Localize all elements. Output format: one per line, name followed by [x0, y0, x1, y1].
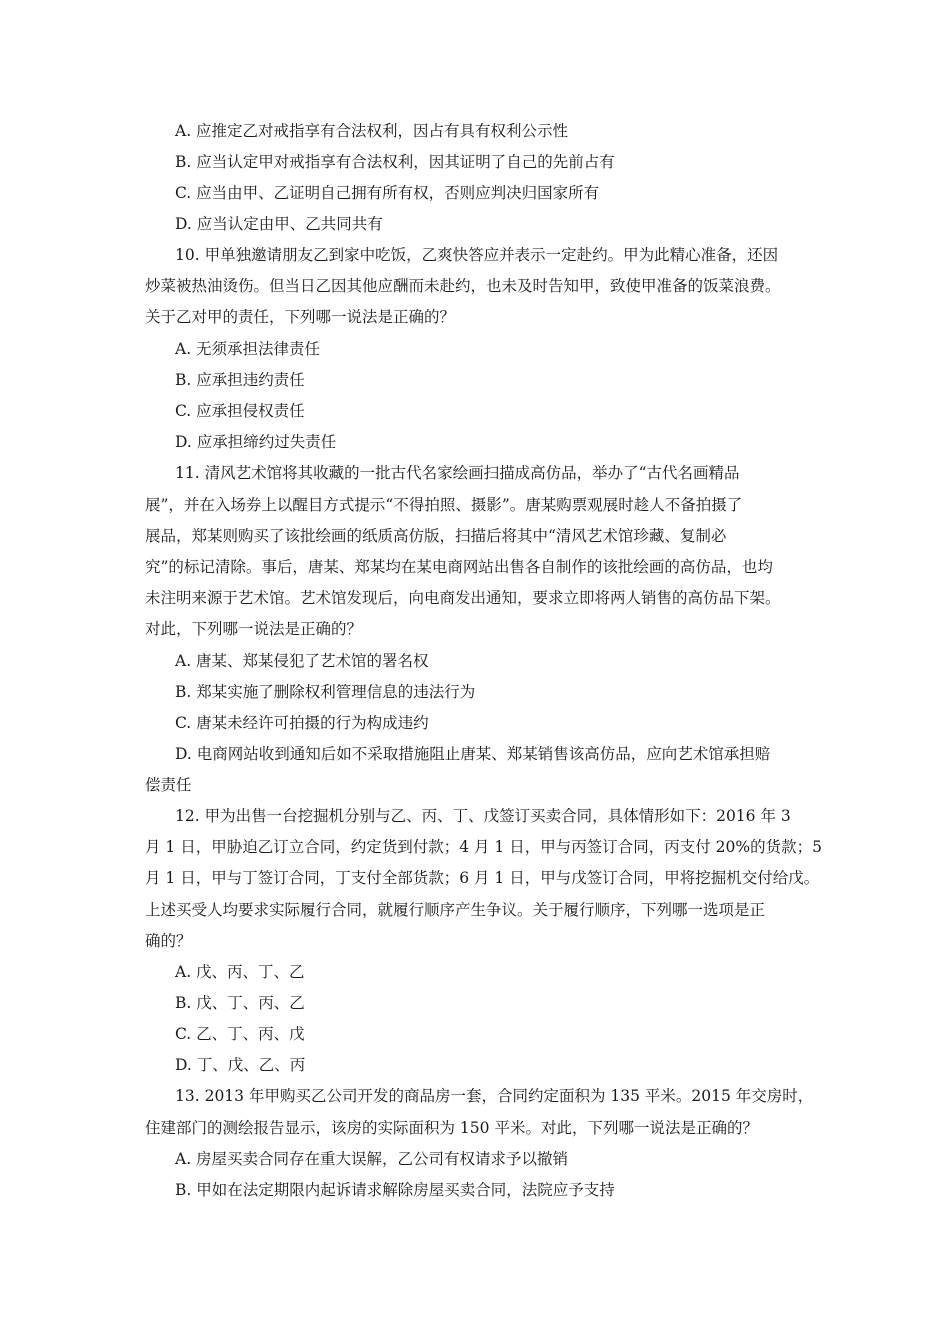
q9-option-a: A. 应推定乙对戒指享有合法权利，因占有具有权利公示性: [175, 122, 569, 140]
q10-stem-line-3: 关于乙对甲的责任，下列哪一说法是正确的？: [145, 308, 456, 326]
q13-stem-line-2: 住建部门的测绘报告显示，该房的实际面积为 150 平米。对此，下列哪一说法是正确的？: [145, 1119, 758, 1137]
q11-stem-line-2: 展”，并在入场券上以醒目方式提示“不得拍照、摄影”。唐某购票观展时趁人不备拍摄了: [145, 496, 743, 514]
q11-stem-line-5: 未注明来源于艺术馆。艺术馆发现后，向电商发出通知，要求立即将两人销售的高仿品下架。: [145, 589, 781, 607]
q13-option-b: B. 甲如在法定期限内起诉请求解除房屋买卖合同，法院应予支持: [175, 1181, 615, 1199]
q9-option-c: C. 应当由甲、乙证明自己拥有所有权，否则应判决归国家所有: [175, 184, 600, 202]
q13-stem-line-1: 13. 2013 年甲购买乙公司开发的商品房一套，合同约定面积为 135 平米。2015 年交房时，: [175, 1087, 814, 1105]
q12-stem-line-3: 月 1 日，甲与丁签订合同，丁支付全部货款；6 月 1 日，甲与戊签订合同，甲将挖掘机交付给戊。: [145, 869, 820, 887]
q11-option-b: B. 郑某实施了删除权利管理信息的违法行为: [175, 683, 476, 701]
q11-stem-line-1: 11. 清风艺术馆将其收藏的一批古代名家绘画扫描成高仿品，举办了“古代名画精品: [175, 464, 740, 482]
q10-option-c: C. 应承担侵权责任: [175, 402, 305, 420]
q11-stem-line-4: 究”的标记清除。事后，唐某、郑某均在某电商网站出售各自制作的该批绘画的高仿品，也均: [145, 558, 773, 576]
q12-stem-line-1: 12. 甲为出售一台挖掘机分别与乙、丙、丁、戊签订买卖合同，具体情形如下：2016 年 3: [175, 807, 791, 825]
q10-option-b: B. 应承担违约责任: [175, 371, 305, 389]
q11-stem-line-3: 展品，郑某则购买了该批绘画的纸质高仿版，扫描后将其中“清风艺术馆珍藏、复制必: [145, 527, 727, 545]
q11-option-a: A. 唐某、郑某侵犯了艺术馆的署名权: [175, 652, 429, 670]
q13-option-a: A. 房屋买卖合同存在重大误解，乙公司有权请求予以撤销: [175, 1150, 569, 1168]
q11-option-d: D. 电商网站收到通知后如不采取措施阻止唐某、郑某销售该高仿品，应向艺术馆承担赔: [175, 745, 771, 763]
q11-option-d-continued: 偿责任: [145, 776, 192, 794]
q10-stem-line-2: 炒菜被热油烫伤。但当日乙因其他应酬而未赴约，也未及时告知甲，致使甲准备的饭菜浪费。: [145, 277, 781, 295]
q11-stem-line-6: 对此，下列哪一说法是正确的？: [145, 620, 363, 638]
q12-stem-line-5: 确的？: [145, 932, 192, 950]
q11-option-c: C. 唐某未经许可拍摄的行为构成违约: [175, 714, 429, 732]
q12-option-c: C. 乙、丁、丙、戊: [175, 1025, 305, 1043]
q9-option-b: B. 应当认定甲对戒指享有合法权利，因其证明了自己的先前占有: [175, 153, 615, 171]
q12-option-a: A. 戊、丙、丁、乙: [175, 963, 305, 981]
q12-stem-line-4: 上述买受人均要求实际履行合同，就履行顺序产生争议。关于履行顺序，下列哪一选项是正: [145, 901, 766, 919]
q9-option-d: D. 应当认定由甲、乙共同共有: [175, 215, 383, 233]
q10-stem-line-1: 10. 甲单独邀请朋友乙到家中吃饭，乙爽快答应并表示一定赴约。甲为此精心准备，还因: [175, 246, 779, 264]
q12-option-b: B. 戊、丁、丙、乙: [175, 994, 305, 1012]
q10-option-a: A. 无须承担法律责任: [175, 340, 321, 358]
q12-option-d: D. 丁、戊、乙、丙: [175, 1056, 306, 1074]
q10-option-d: D. 应承担缔约过失责任: [175, 433, 337, 451]
q12-stem-line-2: 月 1 日，甲胁迫乙订立合同，约定货到付款；4 月 1 日，甲与丙签订合同，丙支付 20%的货款；5: [145, 838, 822, 856]
